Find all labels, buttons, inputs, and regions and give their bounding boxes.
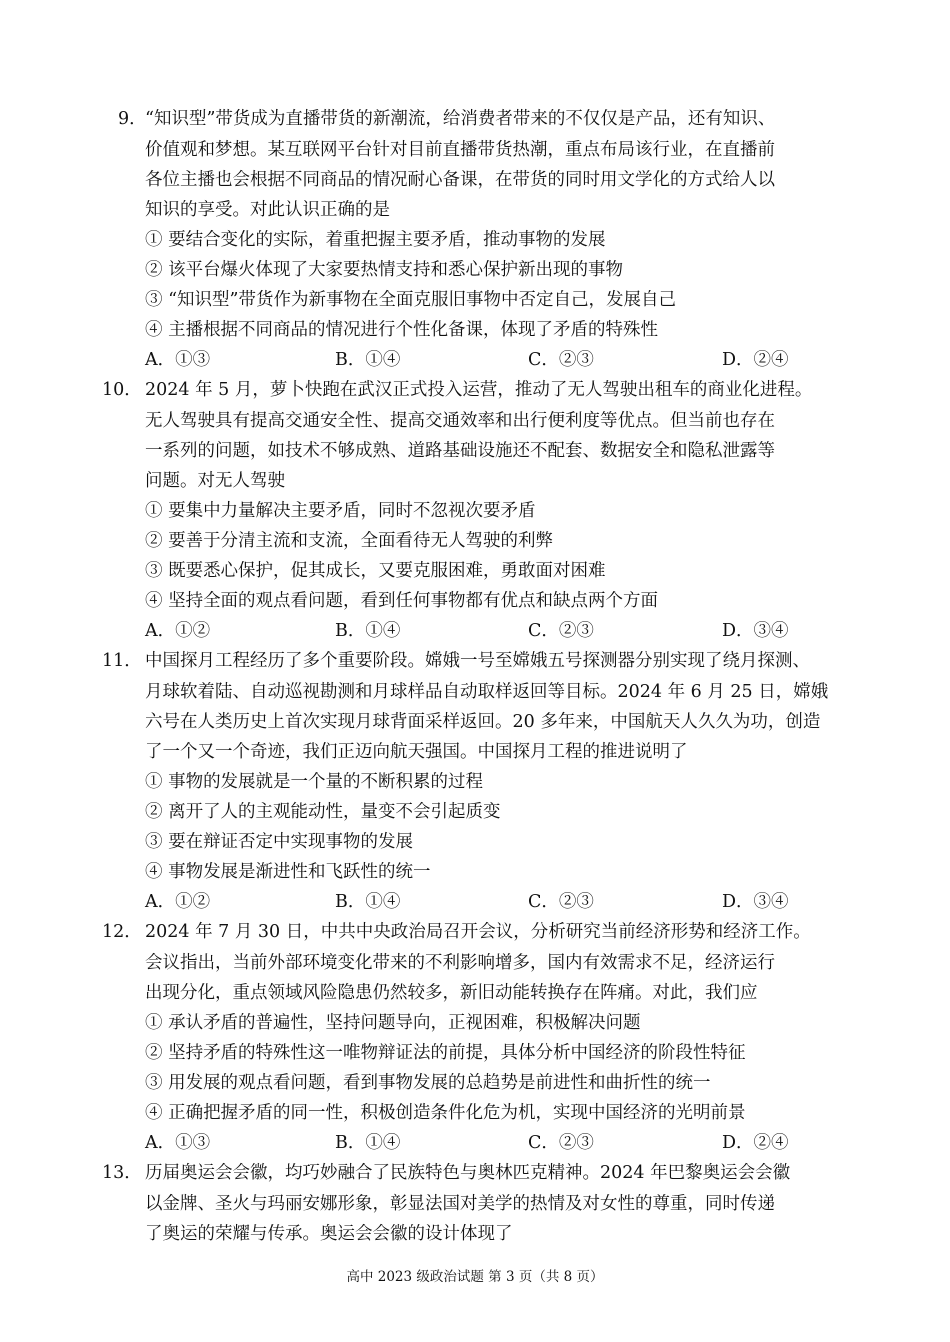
question-stem-line: “知识型”带货成为直播带货的新潮流，给消费者带来的不仅仅是产品，还有知识、 [145, 109, 776, 129]
statement-item: ③ 要在辩证否定中实现事物的发展 [145, 832, 414, 852]
question-stem-line: 问题。对无人驾驶 [145, 471, 285, 491]
question-stem-line: 一系列的问题，如技术不够成熟、道路基础设施还不配套、数据安全和隐私泄露等 [145, 441, 775, 461]
statement-item: ② 要善于分清主流和支流，全面看待无人驾驶的利弊 [145, 531, 554, 551]
choice-a: A．①③ [145, 350, 211, 370]
choice-c: C．②③ [528, 621, 594, 641]
question-stem-line: 以金牌、圣火与玛丽安娜形象，彰显法国对美学的热情及对女性的尊重，同时传递 [145, 1194, 775, 1214]
choice-a: A．①② [145, 892, 211, 912]
choice-a: A．①③ [145, 1133, 211, 1153]
statement-item: ① 要结合变化的实际，着重把握主要矛盾，推动事物的发展 [145, 230, 606, 250]
statement-item: ④ 正确把握矛盾的同一性，积极创造条件化危为机，实现中国经济的光明前景 [145, 1103, 746, 1123]
question-stem-line: 无人驾驶具有提高交通安全性、提高交通效率和出行便利度等优点。但当前也存在 [145, 411, 775, 431]
choice-d: D．②④ [722, 1133, 789, 1153]
choice-d: D．②④ [722, 350, 789, 370]
statement-item: ② 该平台爆火体现了大家要热情支持和悉心保护新出现的事物 [145, 260, 624, 280]
choice-c: C．②③ [528, 892, 594, 912]
question-stem-line: 出现分化，重点领域风险隐患仍然较多，新旧动能转换存在阵痛。对此，我们应 [145, 983, 758, 1003]
statement-item: ③ “知识型”带货作为新事物在全面克服旧事物中否定自己，发展自己 [145, 290, 676, 310]
choice-b: B．①④ [335, 892, 401, 912]
page-footer: 高中 2023 级政治试题 第 3 页（共 8 页） [346, 1269, 604, 1285]
question-stem-line: 月球软着陆、自动巡视勘测和月球样品自动取样返回等目标。2024 年 6 月 25 日，嫦娥 [145, 682, 829, 702]
question-stem-line: 2024 年 7 月 30 日，中共中央政治局召开会议，分析研究当前经济形势和经济工作。 [145, 922, 811, 942]
statement-item: ① 事物的发展就是一个量的不断积累的过程 [145, 772, 484, 792]
choice-b: B．①④ [335, 621, 401, 641]
question-stem-line: 知识的享受。对此认识正确的是 [145, 200, 390, 220]
choice-c: C．②③ [528, 350, 594, 370]
question-number: 13． [102, 1163, 142, 1183]
question-number: 11． [102, 651, 142, 671]
question-number: 9． [118, 109, 147, 129]
statement-item: ② 坚持矛盾的特殊性这一唯物辩证法的前提，具体分析中国经济的阶段性特征 [145, 1043, 746, 1063]
question-number: 10． [102, 380, 142, 400]
question-stem-line: 各位主播也会根据不同商品的情况耐心备课，在带货的同时用文学化的方式给人以 [145, 170, 775, 190]
statement-item: ① 要集中力量解决主要矛盾，同时不忽视次要矛盾 [145, 501, 536, 521]
statement-item: ④ 事物发展是渐进性和飞跃性的统一 [145, 862, 431, 882]
choice-b: B．①④ [335, 350, 401, 370]
question-stem-line: 会议指出，当前外部环境变化带来的不利影响增多，国内有效需求不足，经济运行 [145, 953, 775, 973]
question-stem-line: 价值观和梦想。某互联网平台针对目前直播带货热潮，重点布局该行业，在直播前 [145, 140, 775, 160]
question-stem-line: 历届奥运会会徽，均巧妙融合了民族特色与奥林匹克精神。2024 年巴黎奥运会会徽 [145, 1163, 791, 1183]
question-stem-line: 2024 年 5 月，萝卜快跑在武汉正式投入运营，推动了无人驾驶出租车的商业化进程。 [145, 380, 813, 400]
statement-item: ② 离开了人的主观能动性，量变不会引起质变 [145, 802, 501, 822]
statement-item: ④ 主播根据不同商品的情况进行个性化备课，体现了矛盾的特殊性 [145, 320, 659, 340]
question-stem-line: 了一个又一个奇迹，我们正迈向航天强国。中国探月工程的推进说明了 [145, 742, 688, 762]
question-number: 12． [102, 922, 142, 942]
choice-d: D．③④ [722, 892, 789, 912]
statement-item: ③ 用发展的观点看问题，看到事物发展的总趋势是前进性和曲折性的统一 [145, 1073, 711, 1093]
choice-d: D．③④ [722, 621, 789, 641]
question-stem-line: 中国探月工程经历了多个重要阶段。嫦娥一号至嫦娥五号探测器分别实现了绕月探测、 [145, 651, 810, 671]
choice-a: A．①② [145, 621, 211, 641]
statement-item: ① 承认矛盾的普遍性，坚持问题导向，正视困难，积极解决问题 [145, 1013, 641, 1033]
choice-b: B．①④ [335, 1133, 401, 1153]
question-stem-line: 了奥运的荣耀与传承。奥运会会徽的设计体现了 [145, 1224, 513, 1244]
question-stem-line: 六号在人类历史上首次实现月球背面采样返回。20 多年来，中国航天人久久为功，创造 [145, 712, 821, 732]
choice-c: C．②③ [528, 1133, 594, 1153]
statement-item: ④ 坚持全面的观点看问题，看到任何事物都有优点和缺点两个方面 [145, 591, 659, 611]
statement-item: ③ 既要悉心保护，促其成长，又要克服困难，勇敢面对困难 [145, 561, 606, 581]
